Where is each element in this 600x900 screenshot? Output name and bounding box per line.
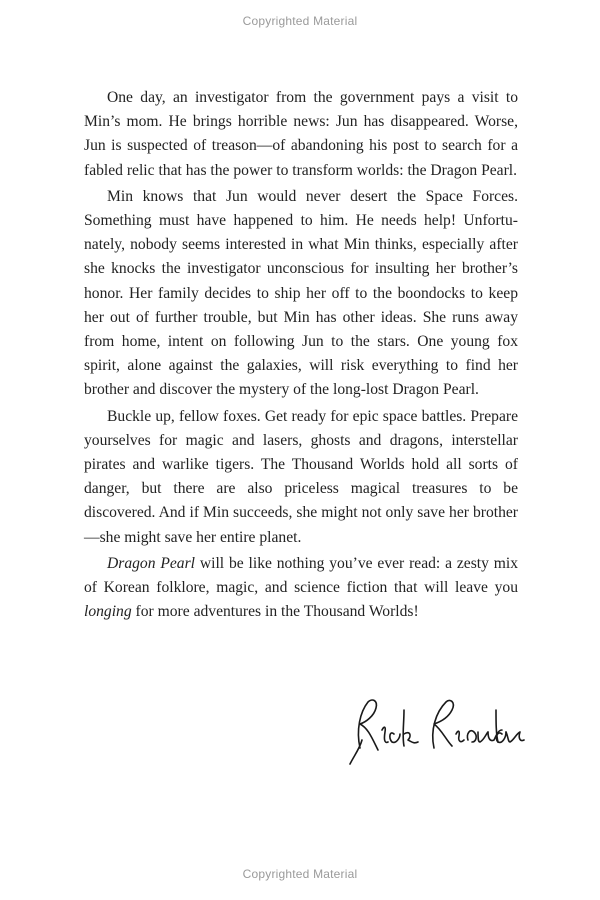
copyright-watermark-bottom: Copyrighted Material	[242, 867, 358, 881]
paragraph-1: One day, an investigator from the government pays a visit to Min’s mom. He brings horrible news: Jun has disappeared. Worse, Jun is suspected of treason—of abandoning his post to search for a fabled relic that has the power to transform worlds: the Dragon Pearl.	[84, 89, 518, 179]
body-text	[84, 86, 518, 626]
paragraph-4-part-2: for more adventures in the Thousand Worlds!	[131, 603, 419, 621]
emphasis-word: longing	[84, 603, 132, 621]
book-title: Dragon Pearl	[107, 554, 196, 572]
paragraph-2: Min knows that Jun would never desert the Space Forces. Something must have happened to him. He needs help! Unfortunately, nobody seems interested in what Min thinks, especially after she knocks the investigator unconscious for insulting her brother’s honor. Her family decides to ship her off to the boondocks to keep her out of further trouble, but Min has other ideas. She runs away from home, intent on following Jun to the stars. One young fox spirit, alone against the galaxies, will risk everything to find her brother and discover the mystery of the long-lost Dragon Pearl.	[84, 187, 518, 399]
paragraph-4-part-1: will be like nothing you’ve ever read: a zesty mix of Korean folklore, magic, and science fiction that will leave you	[84, 554, 519, 597]
paragraph-3: Buckle up, fellow foxes. Get ready for epic space battles. Prepare yourselves for magic and lasers, ghosts and dragons, interstellar pirates and warlike tigers. The Thousand Worlds hold all sorts of danger, but there are also priceless magical treasures to be discovered. And if Min succeeds, she might not only save her brother—she might save her entire planet.	[84, 407, 518, 546]
copyright-watermark-top: Copyrighted Material	[242, 14, 358, 28]
paragraph-4	[84, 552, 518, 625]
handwritten-signature	[338, 690, 528, 770]
